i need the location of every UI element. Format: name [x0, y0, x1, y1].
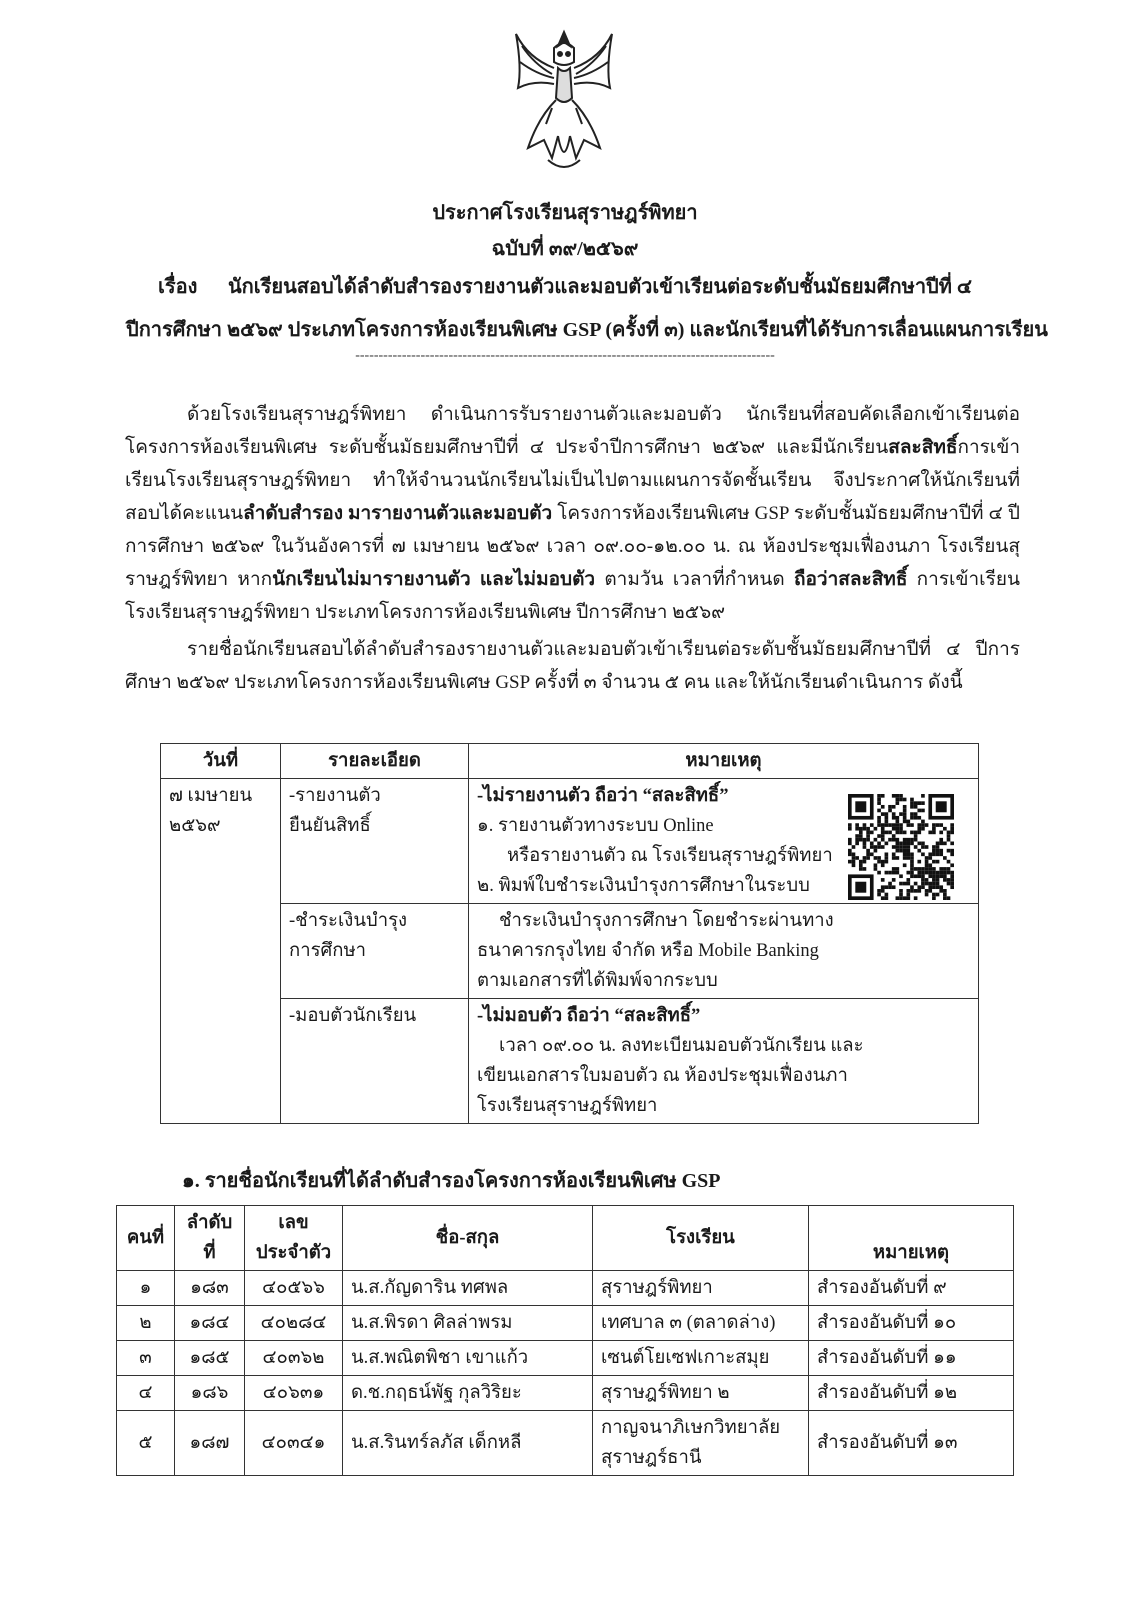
cell-school: กาญจนาภิเษกวิทยาลัย สุราษฎร์ธานี [593, 1411, 809, 1476]
table-row [117, 1411, 1014, 1476]
schedule-date: ๗ เมษายน ๒๕๖๙ [161, 779, 281, 1124]
body-paragraphs [125, 398, 1020, 699]
col-note: หมายเหตุ [469, 744, 979, 779]
cell-no: ๔ [117, 1376, 175, 1411]
cell-rank: ๑๘๓ [175, 1271, 245, 1306]
col-id: เลข ประจำตัว [245, 1206, 343, 1271]
student-list-table [116, 1205, 1014, 1476]
cell-school: สุราษฎร์พิทยา ๒ [593, 1376, 809, 1411]
subject-line-1: นักเรียนสอบได้ลำดับสำรองรายงานตัวและมอบตัวเข้าเรียนต่อระดับชั้นมัธยมศึกษาปีที่ ๔ [228, 276, 973, 298]
cell-name: น.ส.รินทร์ลภัส เด็กหลี [343, 1411, 593, 1476]
cell-note: สำรองอันดับที่ ๑๓ [809, 1411, 1014, 1476]
schedule-note: -ไม่มอบตัว ถือว่า “สละสิทธิ์” เวลา ๐๙.๐๐ น. ลงทะเบียนมอบตัวนักเรียน และ เขียนเอกสารใบมอบตัว ณ ห้องประชุมเฟื่องนภา โรงเรียนสุราษฎร์พิทยา [469, 999, 979, 1124]
cell-name: น.ส.พิรดา ศิลล่าพรม [343, 1306, 593, 1341]
cell-no: ๑ [117, 1271, 175, 1306]
cell-id: ๔๐๓๖๒ [245, 1341, 343, 1376]
schedule-row [161, 904, 979, 999]
divider: ------------------------------------------------------------------------------------------ [355, 348, 775, 363]
cell-name: น.ส.กัญดาริน ทศพล [343, 1271, 593, 1306]
cell-note: สำรองอันดับที่ ๑๐ [809, 1306, 1014, 1341]
col-school: โรงเรียน [593, 1206, 809, 1271]
cell-school: เซนต์โยเซฟเกาะสมุย [593, 1341, 809, 1376]
table-row [117, 1306, 1014, 1341]
paragraph-1: ด้วยโรงเรียนสุราษฎร์พิทยา ดำเนินการรับรายงานตัวและมอบตัว นักเรียนที่สอบคัดเลือกเข้าเรียนต่อโครงการห้องเรียนพิเศษ ระดับชั้นมัธยมศึกษาปีที่ ๔ ประจำปีการศึกษา ๒๕๖๙ และมีนักเรียนสละสิทธิ์การเข้าเรียนโรงเรียนสุราษฎร์พิทยา ทำให้จำนวนนักเรียนไม่เป็นไปตามแผนการจัดชั้นเรียน จึงประกาศให้นักเรียนที่สอบได้คะแนนลำดับสำรอง มารายงานตัวและมอบตัว โครงการห้องเรียนพิเศษ GSP ระดับชั้นมัธยมศึกษาปีที่ ๔ ปีการศึกษา ๒๕๖๙ ในวันอังคารที่ ๗ เมษายน ๒๕๖๙ เวลา ๐๙.๐๐-๑๒.๐๐ น. ณ ห้องประชุมเฟื่องนภา โรงเรียนสุราษฎร์พิทยา หากนักเรียนไม่มารายงานตัว และไม่มอบตัว ตามวัน เวลาที่กำหนด ถือว่าสละสิทธิ์ การเข้าเรียนโรงเรียนสุราษฎร์พิทยา ประเภทโครงการห้องเรียนพิเศษ ปีการศึกษา ๒๕๖๙ [125, 404, 1020, 623]
cell-id: ๔๐๕๖๖ [245, 1271, 343, 1306]
col-name: ชื่อ-สกุล [343, 1206, 593, 1271]
cell-no: ๕ [117, 1411, 175, 1476]
cell-id: ๔๐๓๔๑ [245, 1411, 343, 1476]
cell-rank: ๑๘๖ [175, 1376, 245, 1411]
announcement-title: ประกาศโรงเรียนสุราษฎร์พิทยา [432, 202, 698, 224]
col-note: หมายเหตุ [809, 1206, 1014, 1271]
cell-rank: ๑๘๕ [175, 1341, 245, 1376]
cell-rank: ๑๘๔ [175, 1306, 245, 1341]
garuda-emblem-icon [508, 28, 620, 178]
cell-no: ๒ [117, 1306, 175, 1341]
list-title: ๑. รายชื่อนักเรียนที่ได้ลำดับสำรองโครงการห้องเรียนพิเศษ GSP [182, 1170, 721, 1192]
issue-number: ฉบับที่ ๓๙/๒๕๖๙ [491, 238, 639, 260]
cell-rank: ๑๘๗ [175, 1411, 245, 1476]
schedule-note: -ไม่รายงานตัว ถือว่า “สละสิทธิ์” ๑. รายงานตัวทางระบบ Online หรือรายงานตัว ณ โรงเรียนสุราษฎร์พิทยา ๒. พิมพ์ใบชำระเงินบำรุงการศึกษาในระบบ [469, 779, 979, 904]
col-detail: รายละเอียด [281, 744, 469, 779]
cell-name: น.ส.พณิตพิชา เขาแก้ว [343, 1341, 593, 1376]
cell-school: เทศบาล ๓ (ตลาดล่าง) [593, 1306, 809, 1341]
schedule-note: ชำระเงินบำรุงการศึกษา โดยชำระผ่านทาง ธนาคารกรุงไทย จำกัด หรือ Mobile Banking ตามเอกสารที่ได้พิมพ์จากระบบ [469, 904, 979, 999]
col-no: คนที่ [117, 1206, 175, 1271]
cell-no: ๓ [117, 1341, 175, 1376]
subject-line-2: ปีการศึกษา ๒๕๖๙ ประเภทโครงการห้องเรียนพิเศษ GSP (ครั้งที่ ๓) และนักเรียนที่ได้รับการเลื่อนแผนการเรียน [126, 319, 1048, 341]
schedule-detail: -รายงานตัว ยืนยันสิทธิ์ [281, 779, 469, 904]
col-rank: ลำดับ ที่ [175, 1206, 245, 1271]
table-row [117, 1271, 1014, 1306]
cell-note: สำรองอันดับที่ ๑๑ [809, 1341, 1014, 1376]
subject-label: เรื่อง [158, 276, 198, 298]
col-date: วันที่ [161, 744, 281, 779]
qr-code-icon[interactable] [848, 794, 954, 900]
cell-note: สำรองอันดับที่ ๙ [809, 1271, 1014, 1306]
schedule-row [161, 999, 979, 1124]
schedule-detail: -มอบตัวนักเรียน [281, 999, 469, 1124]
table-row [117, 1341, 1014, 1376]
cell-note: สำรองอันดับที่ ๑๒ [809, 1376, 1014, 1411]
schedule-detail: -ชำระเงินบำรุง การศึกษา [281, 904, 469, 999]
table-row [117, 1376, 1014, 1411]
schedule-header-row [161, 744, 979, 779]
paragraph-2: รายชื่อนักเรียนสอบได้ลำดับสำรองรายงานตัวและมอบตัวเข้าเรียนต่อระดับชั้นมัธยมศึกษาปีที่ ๔ ปีการศึกษา ๒๕๖๙ ประเภทโครงการห้องเรียนพิเศษ GSP ครั้งที่ ๓ จำนวน ๕ คน และให้นักเรียนดำเนินการ ดังนี้ [125, 639, 1020, 693]
cell-id: ๔๐๖๓๑ [245, 1376, 343, 1411]
cell-id: ๔๐๒๘๔ [245, 1306, 343, 1341]
cell-name: ด.ช.กฤธน์พัฐ กุลวิริยะ [343, 1376, 593, 1411]
cell-school: สุราษฎร์พิทยา [593, 1271, 809, 1306]
list-header-row [117, 1206, 1014, 1271]
